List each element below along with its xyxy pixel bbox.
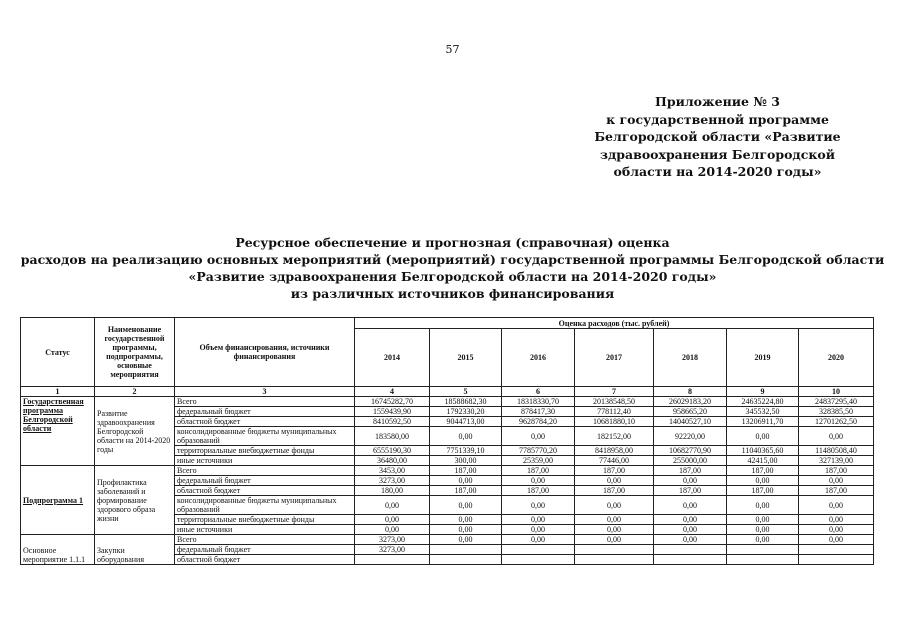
value-cell: 11040365,60 (727, 446, 799, 456)
value-cell: 0,00 (799, 535, 874, 545)
program-name-cell: Профилактика заболеваний и формирование здорового образа жизни (95, 466, 175, 535)
value-cell: 18588682,30 (430, 397, 502, 407)
source-cell: территориальные внебюджетные фонды (175, 515, 355, 525)
header-year: 2019 (727, 329, 799, 387)
value-cell: 24837295,40 (799, 397, 874, 407)
column-number: 6 (502, 387, 575, 397)
page-number: 57 (445, 43, 460, 56)
value-cell (654, 555, 727, 565)
header-volume: Объем финансирования, источники финансирования (175, 318, 355, 387)
value-cell: 778112,40 (575, 407, 654, 417)
source-cell: иные источники (175, 525, 355, 535)
value-cell: 92220,00 (654, 427, 727, 446)
source-cell: иные источники (175, 456, 355, 466)
source-cell: областной бюджет (175, 555, 355, 565)
value-cell: 8410592,50 (355, 417, 430, 427)
header-year: 2014 (355, 329, 430, 387)
value-cell (502, 555, 575, 565)
value-cell: 8418958,00 (575, 446, 654, 456)
value-cell: 328385,50 (799, 407, 874, 417)
status-cell: Подпрограмма 1 (21, 466, 95, 535)
value-cell: 0,00 (502, 496, 575, 515)
budget-table (20, 317, 874, 565)
value-cell: 0,00 (799, 476, 874, 486)
table-row (21, 535, 874, 545)
value-cell: 7751339,10 (430, 446, 502, 456)
column-number: 10 (799, 387, 874, 397)
source-cell: территориальные внебюджетные фонды (175, 446, 355, 456)
column-number: 3 (175, 387, 355, 397)
value-cell: 6555190,30 (355, 446, 430, 456)
header-year: 2015 (430, 329, 502, 387)
value-cell: 0,00 (355, 525, 430, 535)
value-cell: 0,00 (727, 496, 799, 515)
source-cell: консолидированные бюджеты муниципальных образований (175, 427, 355, 446)
value-cell (355, 555, 430, 565)
source-cell: консолидированные бюджеты муниципальных образований (175, 496, 355, 515)
status-cell: Основное мероприятие 1.1.1 (21, 535, 95, 565)
appendix-line: здравоохранения Белгородской (599, 146, 835, 162)
value-cell: 187,00 (799, 486, 874, 496)
value-cell: 11480508,40 (799, 446, 874, 456)
value-cell: 10681880,10 (575, 417, 654, 427)
source-cell: федеральный бюджет (175, 476, 355, 486)
source-cell: областной бюджет (175, 417, 355, 427)
value-cell: 0,00 (575, 535, 654, 545)
value-cell: 25359,00 (502, 456, 575, 466)
header-name: Наименование государственной программы, подпрограммы, основные мероприятия (95, 318, 175, 387)
value-cell: 187,00 (575, 466, 654, 476)
column-number: 1 (21, 387, 95, 397)
value-cell: 0,00 (575, 476, 654, 486)
value-cell: 0,00 (430, 427, 502, 446)
value-cell: 20138548,50 (575, 397, 654, 407)
value-cell: 0,00 (727, 525, 799, 535)
value-cell (727, 545, 799, 555)
value-cell: 0,00 (799, 525, 874, 535)
value-cell: 958665,20 (654, 407, 727, 417)
value-cell: 187,00 (654, 466, 727, 476)
value-cell (799, 555, 874, 565)
value-cell: 1792330,20 (430, 407, 502, 417)
value-cell: 0,00 (430, 535, 502, 545)
value-cell: 3273,00 (355, 476, 430, 486)
status-cell: Государственная программа Белгородской области (21, 397, 95, 466)
value-cell: 0,00 (575, 525, 654, 535)
value-cell (575, 555, 654, 565)
value-cell: 26029183,20 (654, 397, 727, 407)
value-cell: 0,00 (799, 496, 874, 515)
value-cell: 0,00 (502, 535, 575, 545)
value-cell: 0,00 (355, 515, 430, 525)
value-cell: 14040527,10 (654, 417, 727, 427)
value-cell (430, 555, 502, 565)
appendix-line: Приложение № 3 (655, 94, 780, 109)
appendix-note (575, 93, 860, 181)
value-cell: 180,00 (355, 486, 430, 496)
value-cell: 0,00 (727, 476, 799, 486)
value-cell: 0,00 (654, 525, 727, 535)
source-cell: федеральный бюджет (175, 407, 355, 417)
value-cell: 0,00 (430, 515, 502, 525)
header-year: 2017 (575, 329, 654, 387)
value-cell: 327139,00 (799, 456, 874, 466)
value-cell: 187,00 (575, 486, 654, 496)
value-cell: 13206911,70 (727, 417, 799, 427)
value-cell: 36480,00 (355, 456, 430, 466)
value-cell (575, 545, 654, 555)
appendix-line: Белгородской области «Развитие (594, 129, 841, 144)
header-estimate: Оценка расходов (тыс. рублей) (355, 318, 874, 329)
value-cell: 187,00 (430, 486, 502, 496)
program-name-cell: Закупки оборудования (95, 535, 175, 565)
value-cell: 187,00 (727, 466, 799, 476)
header-status: Статус (21, 318, 95, 387)
value-cell: 0,00 (654, 535, 727, 545)
header-year: 2016 (502, 329, 575, 387)
value-cell: 9044713,00 (430, 417, 502, 427)
value-cell: 3273,00 (355, 545, 430, 555)
value-cell: 0,00 (502, 515, 575, 525)
value-cell: 878417,30 (502, 407, 575, 417)
value-cell: 0,00 (430, 496, 502, 515)
column-number: 4 (355, 387, 430, 397)
title-line: из различных источников финансирования (290, 286, 615, 301)
table-row (21, 466, 874, 476)
title-line: расходов на реализацию основных мероприятий (мероприятий) государственной программы Белгородской области (20, 252, 885, 267)
value-cell: 0,00 (502, 525, 575, 535)
value-cell: 42415,00 (727, 456, 799, 466)
value-cell: 0,00 (502, 427, 575, 446)
value-cell: 0,00 (355, 496, 430, 515)
value-cell: 187,00 (430, 466, 502, 476)
value-cell: 187,00 (727, 486, 799, 496)
value-cell: 12701262,50 (799, 417, 874, 427)
value-cell: 18318330,70 (502, 397, 575, 407)
value-cell (430, 545, 502, 555)
value-cell: 187,00 (502, 466, 575, 476)
header-year: 2018 (654, 329, 727, 387)
value-cell: 24635224,80 (727, 397, 799, 407)
header-year: 2020 (799, 329, 874, 387)
document-title (0, 234, 905, 302)
value-cell: 3273,00 (355, 535, 430, 545)
value-cell: 255000,00 (654, 456, 727, 466)
value-cell (654, 545, 727, 555)
value-cell: 345532,50 (727, 407, 799, 417)
value-cell: 0,00 (502, 476, 575, 486)
appendix-line: области на 2014-2020 годы» (613, 164, 822, 179)
value-cell: 0,00 (799, 515, 874, 525)
column-number: 5 (430, 387, 502, 397)
table-row (21, 397, 874, 407)
value-cell: 183580,00 (355, 427, 430, 446)
value-cell: 0,00 (575, 515, 654, 525)
value-cell: 0,00 (430, 476, 502, 486)
column-number: 9 (727, 387, 799, 397)
source-cell: областной бюджет (175, 486, 355, 496)
source-cell: Всего (175, 397, 355, 407)
value-cell: 7785770,20 (502, 446, 575, 456)
value-cell: 187,00 (654, 486, 727, 496)
value-cell: 0,00 (727, 515, 799, 525)
value-cell: 0,00 (654, 515, 727, 525)
source-cell: Всего (175, 535, 355, 545)
value-cell: 0,00 (727, 427, 799, 446)
column-number: 8 (654, 387, 727, 397)
column-number: 7 (575, 387, 654, 397)
value-cell: 16745282,70 (355, 397, 430, 407)
program-name-cell: Развитие здравоохранения Белгородской области на 2014-2020 годы (95, 397, 175, 466)
value-cell: 187,00 (502, 486, 575, 496)
appendix-line: к государственной программе (606, 111, 829, 127)
value-cell: 0,00 (727, 535, 799, 545)
value-cell: 187,00 (799, 466, 874, 476)
value-cell: 10682770,90 (654, 446, 727, 456)
value-cell: 0,00 (430, 525, 502, 535)
value-cell: 0,00 (575, 496, 654, 515)
value-cell: 0,00 (799, 427, 874, 446)
value-cell: 300,00 (430, 456, 502, 466)
value-cell (799, 545, 874, 555)
title-line: «Развитие здравоохранения Белгородской области на 2014-2020 годы» (188, 269, 717, 284)
source-cell: федеральный бюджет (175, 545, 355, 555)
value-cell: 182152,00 (575, 427, 654, 446)
value-cell: 0,00 (654, 496, 727, 515)
source-cell: Всего (175, 466, 355, 476)
value-cell: 0,00 (654, 476, 727, 486)
title-line: Ресурсное обеспечение и прогнозная (справочная) оценка (235, 235, 670, 250)
value-cell: 9628784,20 (502, 417, 575, 427)
column-number: 2 (95, 387, 175, 397)
value-cell: 3453,00 (355, 466, 430, 476)
value-cell: 77446,00 (575, 456, 654, 466)
value-cell (502, 545, 575, 555)
value-cell (727, 555, 799, 565)
value-cell: 1559439,90 (355, 407, 430, 417)
